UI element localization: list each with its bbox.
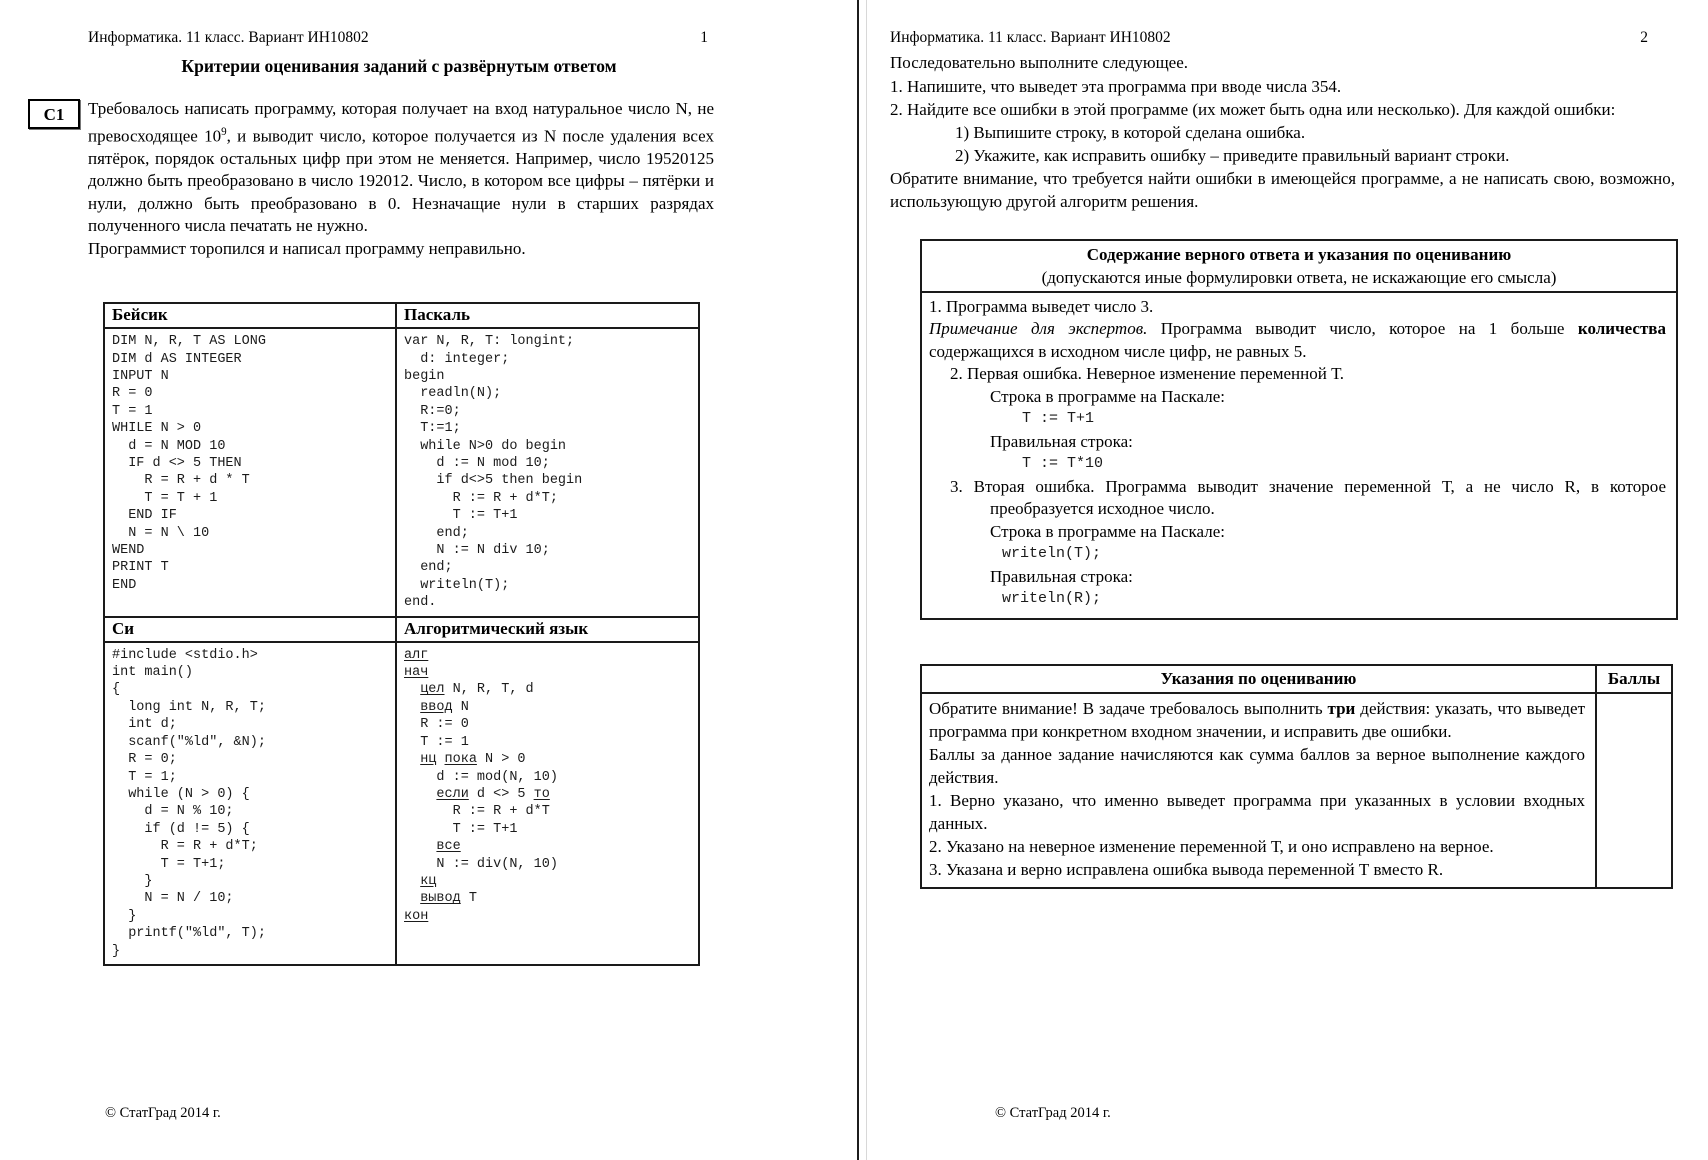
code-line (404, 734, 696, 751)
code-header-algo: Алгоритмический язык (396, 617, 699, 642)
code-line (404, 803, 696, 820)
text-block (929, 408, 1666, 431)
text-segment (404, 752, 420, 767)
page-2-header (890, 28, 1648, 48)
page-divider-line (857, 0, 859, 1160)
text-segment: writeln(T); (1002, 545, 1102, 562)
text-segment (436, 752, 444, 767)
document-title: Критерии оценивания заданий с развёрнутым ответом (181, 56, 617, 76)
code-line (404, 873, 696, 890)
code-line: #include <stdio.h> (112, 647, 258, 663)
code-line (404, 699, 696, 716)
code-line (404, 664, 696, 681)
code-line (404, 751, 696, 768)
instructions-intro: Последовательно выполните следующее. (890, 53, 1189, 72)
code-line: while (N > 0) { (112, 786, 250, 802)
text-segment: нач (404, 665, 429, 681)
code-line: if d<>5 then begin (404, 473, 583, 489)
code-line: WEND (112, 543, 145, 559)
task-area (43, 98, 715, 260)
text-segment: T := T*10 (1022, 455, 1104, 472)
text-segment: нц (420, 752, 437, 768)
code-line: while N>0 do begin (404, 438, 567, 454)
text-segment: количества (1577, 319, 1666, 338)
text-segment: Примечание для экспертов. (929, 319, 1148, 338)
code-line (404, 890, 696, 907)
grading-table-body-row (921, 693, 1672, 888)
text-segment: 2. Первая ошибка. Неверное изменение переменной Т. (950, 364, 1344, 383)
answer-table-subtitle: (допускаются иные формулировки ответа, не искажающие его смысла) (1041, 267, 1557, 287)
code-line: T := T+1 (404, 508, 518, 524)
text-segment (404, 682, 420, 697)
grading-table-body (921, 693, 1596, 888)
text-block (929, 543, 1666, 566)
text-block (929, 789, 1585, 835)
text-segment: 3. Вторая ошибка. Программа выводит значение переменной Т, а не число R, в которое преобразуется исходное число. (950, 476, 1666, 518)
text-segment: вывод (420, 891, 461, 907)
code-table-row-1 (104, 328, 699, 617)
answer-table-header (921, 240, 1677, 292)
code-line: end; (404, 560, 453, 576)
text-segment: T := 1 (404, 734, 469, 750)
text-segment: Правильная строка: (990, 431, 1133, 451)
code-line (404, 716, 696, 733)
code-line: N = N / 10; (112, 891, 234, 907)
text-segment: 9 (221, 125, 227, 138)
text-segment: N, R, T, d (444, 682, 534, 698)
code-line: T = 1; (112, 769, 177, 785)
page-1-header-title: Информатика. 11 класс. Вариант ИН10802 (88, 29, 369, 46)
code-line: T:=1; (404, 421, 461, 437)
pascal-code (397, 329, 698, 616)
answer-table-body-row (921, 292, 1677, 619)
page-1-header (88, 28, 708, 48)
task-c1-label: C1 (28, 99, 80, 129)
code-line: if (d != 5) { (112, 821, 250, 837)
text-block (929, 363, 1666, 386)
code-line: WHILE N > 0 (112, 421, 202, 437)
task-instructions (890, 75, 1675, 213)
text-segment: Обратите внимание! В задаче требовалось выполнить (929, 698, 1328, 718)
text-segment: то (533, 786, 550, 802)
code-line: T = T + 1 (112, 490, 218, 506)
code-table (103, 302, 700, 966)
answer-table-body (921, 292, 1677, 619)
code-line: end; (404, 525, 469, 541)
text-segment (404, 787, 436, 802)
text-block (929, 743, 1585, 789)
text-segment: Баллы за данное задание начисляются как сумма баллов за верное выполнение каждого действия. (929, 744, 1585, 787)
text-segment: действия: указать, что выведет программа при конкретном входном значении, и исправить две ошибки. (929, 698, 1585, 741)
text-block (929, 858, 1585, 881)
code-line (404, 681, 696, 698)
code-line: T = T+1; (112, 856, 226, 872)
text-segment (404, 839, 436, 854)
code-cell-basic (104, 328, 396, 617)
text-segment: N (452, 699, 469, 715)
text-segment: если (436, 786, 469, 802)
code-line: R = 0 (112, 386, 153, 402)
code-line: } (112, 943, 121, 959)
page-2-footer: © СтатГрад 2014 г. (995, 1105, 1111, 1121)
page-1-footer: © СтатГрад 2014 г. (105, 1105, 221, 1121)
code-line: } (112, 908, 137, 924)
text-block (929, 588, 1666, 611)
code-line: printf("%ld", T); (112, 926, 266, 942)
text-block (929, 476, 1666, 521)
text-block (929, 453, 1666, 476)
text-segment: 1. Напишите, что выведет эта программа при вводе числа 354. (890, 76, 1342, 96)
code-line: begin (404, 368, 445, 384)
code-header-c: Си (104, 617, 396, 642)
text-segment: Обратите внимание, что требуется найти ошибки в имеющейся программе, а не написать свою, возможно, использующую другой алгоритм решения. (890, 168, 1675, 211)
code-line: d := N mod 10; (404, 456, 550, 471)
page-2-header-title: Информатика. 11 класс. Вариант ИН10802 (890, 29, 1171, 46)
text-segment: d := mod(N, 10) (404, 769, 558, 785)
code-line (404, 856, 696, 873)
text-segment (404, 874, 420, 889)
text-block (890, 121, 1675, 144)
code-line: DIM N, R, T AS LONG (112, 334, 266, 350)
code-line: N = N \ 10 (112, 525, 210, 541)
code-line: long int N, R, T; (112, 699, 266, 715)
text-block (929, 296, 1666, 319)
text-segment: R := 0 (404, 717, 469, 733)
code-line: writeln(T); (404, 577, 510, 593)
code-cell-algo (396, 642, 699, 965)
code-line (404, 908, 696, 925)
basic-code (105, 329, 395, 598)
text-segment: T (460, 891, 477, 907)
code-line: R = R + d*T; (112, 839, 258, 855)
answer-table-header-row (921, 240, 1677, 292)
code-line (404, 786, 696, 803)
code-header-basic: Бейсик (104, 303, 396, 328)
code-line: d: integer; (404, 351, 510, 367)
text-segment: Строка в программе на Паскале: (990, 386, 1225, 406)
c-code (105, 643, 395, 964)
grading-table (920, 664, 1673, 889)
text-block (929, 835, 1585, 858)
text-segment (404, 891, 420, 906)
page-2 (860, 0, 1708, 1160)
text-segment: 3. Указана и верно исправлена ошибка вывода переменной Т вместо R. (929, 859, 1444, 879)
text-segment: все (436, 839, 461, 855)
text-segment: writeln(R); (1002, 590, 1102, 607)
text-segment: содержащихся в исходном числе цифр, не равных 5. (929, 341, 1307, 361)
grading-table-header-row (921, 665, 1672, 693)
code-line: END (112, 577, 137, 593)
code-header-pascal: Паскаль (396, 303, 699, 328)
code-line: int d; (112, 717, 177, 733)
text-segment: Программа выводит число, которое на 1 больше (1147, 319, 1578, 338)
text-segment: N > 0 (476, 752, 526, 768)
code-line: INPUT N (112, 368, 169, 384)
code-line: R = 0; (112, 752, 177, 768)
text-segment: ввод (420, 699, 453, 715)
text-segment: кон (404, 908, 429, 924)
code-line (404, 821, 696, 838)
code-line: PRINT T (112, 560, 169, 576)
code-line: scanf("%ld", &N); (112, 734, 266, 750)
page-1-number: 1 (700, 29, 708, 46)
text-segment: алг (404, 647, 429, 663)
code-line: R := R + d*T; (404, 490, 558, 506)
answer-table (920, 239, 1678, 620)
code-line: int main() (112, 665, 194, 681)
text-block (929, 318, 1666, 363)
grading-table-header: Указания по оцениванию (921, 665, 1596, 693)
text-block (929, 386, 1666, 409)
text-segment: Требовалось написать программу, которая получает на вход натуральное число N, не превосходящее 10 (88, 99, 714, 146)
code-line (404, 647, 696, 664)
text-segment: 2. Найдите все ошибки в этой программе (их может быть одна или несколько). Для каждой ошибки: (890, 99, 1616, 119)
code-line (404, 838, 696, 855)
task-note: Программист торопился и написал программу неправильно. (88, 238, 526, 258)
text-segment: 1. Верно указано, что именно выведет программа при указанных в условии входных данных. (929, 790, 1585, 833)
page-2-body (890, 52, 1675, 889)
text-segment: d <> 5 (468, 786, 534, 802)
code-line: R = R + d * T (112, 473, 250, 489)
text-segment: T := T+1 (1022, 410, 1095, 427)
text-segment: пока (444, 752, 477, 768)
text-block (890, 75, 1675, 98)
code-cell-pascal (396, 328, 699, 617)
text-segment: три (1327, 698, 1356, 718)
text-segment: R := R + d*T (404, 804, 550, 820)
text-segment: , и выводит число, которое получается из N после удаления всех пятёрок, порядок остальных цифр при этом не меняется. Например, число 19520125 должно быть преобразовано в число 192012. Число, в котором все цифры – пятёрки и нули, должно быть преобразовано в 0. Незначащие нули в старших разрядах полученного числа печатать не нужно. (88, 126, 715, 236)
code-table-row-2 (104, 642, 699, 965)
code-table-header-row-2 (104, 617, 699, 642)
text-segment: 1) Выпишите строку, в которой сделана ошибка. (955, 122, 1306, 142)
text-segment: 1. Программа выведет число 3. (929, 296, 1154, 316)
code-line: DIM d AS INTEGER (112, 351, 242, 367)
code-line: d = N MOD 10 (112, 438, 226, 454)
text-block (890, 144, 1675, 167)
code-cell-c (104, 642, 396, 965)
code-line: N := N div 10; (404, 543, 550, 559)
text-segment: Строка в программе на Паскале: (990, 521, 1225, 541)
text-segment: Правильная строка: (990, 566, 1133, 586)
text-segment: кц (420, 873, 437, 889)
text-segment: цел (420, 682, 445, 698)
code-line: } (112, 873, 153, 889)
text-segment: N := div(N, 10) (404, 856, 558, 872)
code-line: IF d <> 5 THEN (112, 456, 242, 471)
text-block (929, 521, 1666, 544)
text-block (890, 167, 1675, 213)
answer-table-title: Содержание верного ответа и указания по оцениванию (1086, 244, 1512, 264)
text-segment: T := T+1 (404, 821, 518, 837)
code-line: d = N % 10; (112, 804, 234, 820)
text-block (929, 431, 1666, 454)
code-table-header-row-1 (104, 303, 699, 328)
grading-table-points-header: Баллы (1596, 665, 1672, 693)
code-line: T = 1 (112, 403, 153, 419)
code-line: { (112, 682, 121, 698)
page-2-number: 2 (1640, 29, 1648, 46)
code-line (404, 769, 696, 786)
text-segment: 2. Указано на неверное изменение переменной Т, и оно исправлено на верное. (929, 836, 1494, 856)
code-line: R:=0; (404, 403, 461, 419)
text-block (929, 697, 1585, 743)
code-line: readln(N); (404, 386, 502, 402)
text-block (929, 566, 1666, 589)
task-description (88, 98, 714, 238)
code-line: END IF (112, 508, 177, 524)
grading-table-points-cell (1596, 693, 1672, 888)
text-segment: 2) Укажите, как исправить ошибку – приведите правильный вариант строки. (955, 145, 1510, 165)
code-line: var N, R, T: longint; (404, 334, 575, 350)
text-block (890, 98, 1675, 121)
text-segment (404, 700, 420, 715)
algo-code (397, 643, 698, 930)
code-line: end. (404, 595, 437, 611)
